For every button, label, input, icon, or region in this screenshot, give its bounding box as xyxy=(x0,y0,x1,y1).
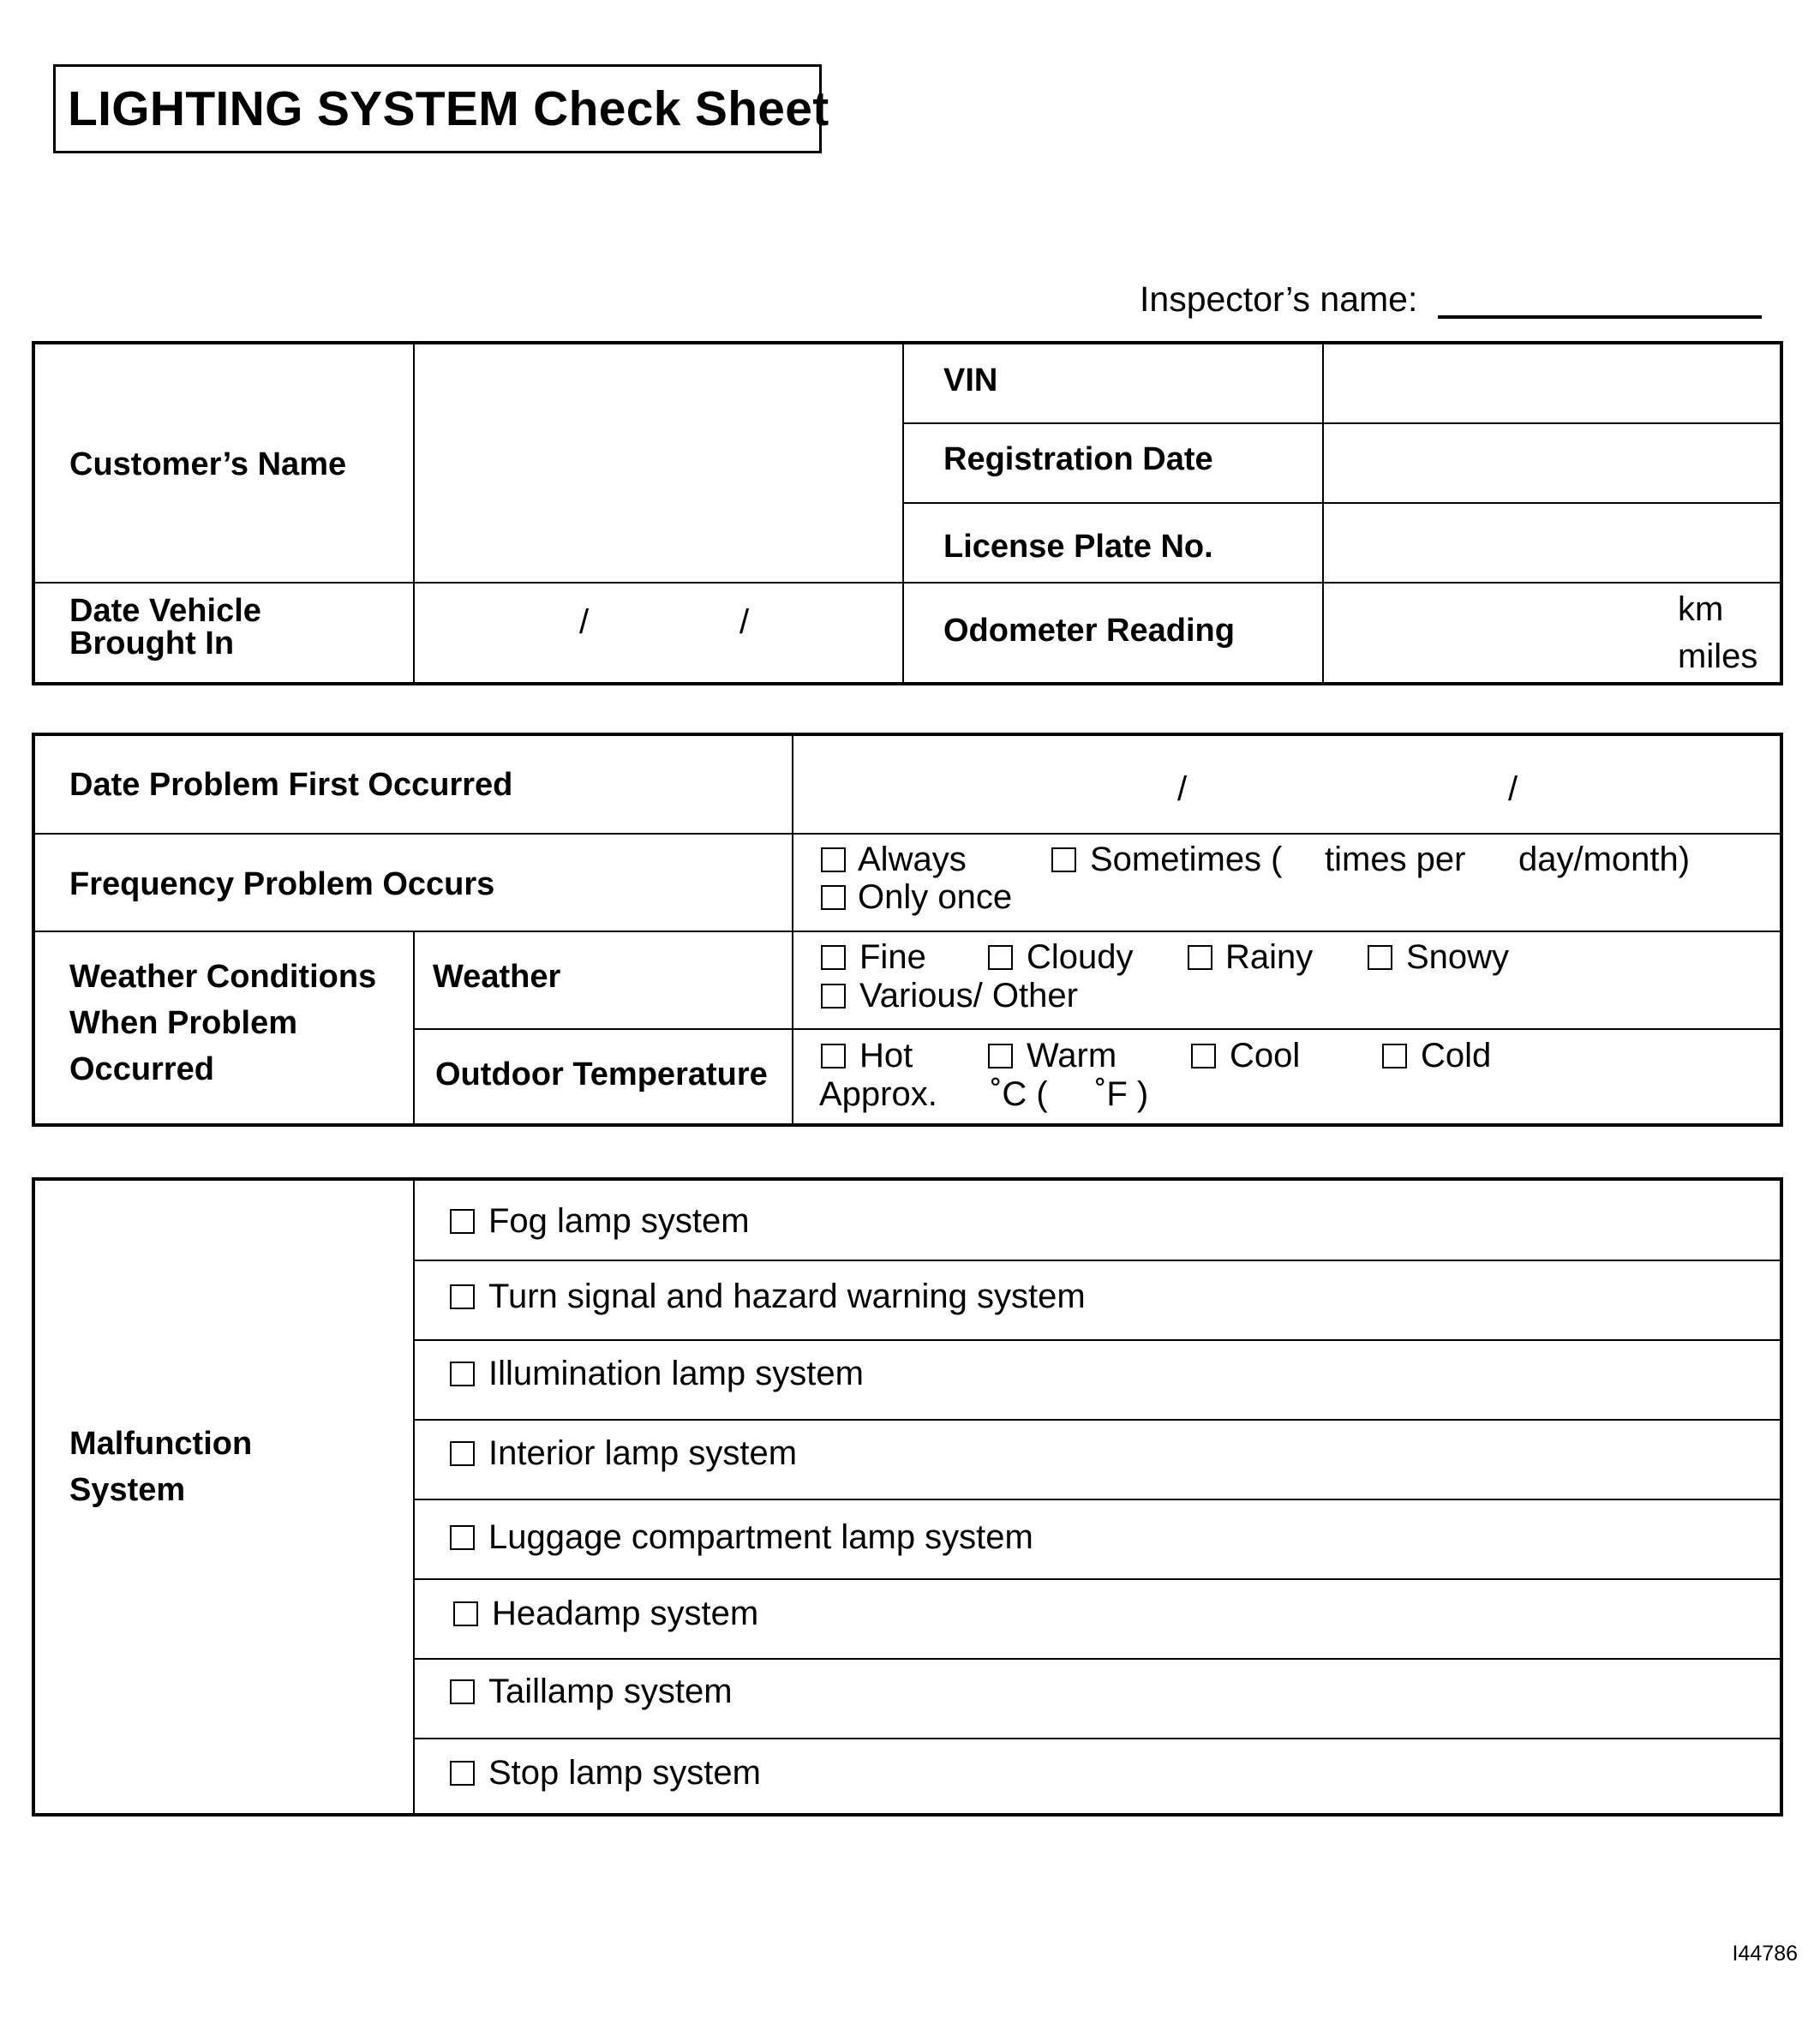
checkbox-taillamp[interactable] xyxy=(450,1679,475,1704)
date-separator: / xyxy=(1177,770,1188,808)
checkbox-hot[interactable] xyxy=(821,1044,846,1068)
checkbox-headlamp[interactable] xyxy=(453,1601,478,1626)
figure-code: I44786 xyxy=(1732,1942,1798,1966)
checkbox-various-other[interactable] xyxy=(821,984,846,1009)
date-separator: / xyxy=(739,603,750,641)
license-plate-label: License Plate No. xyxy=(943,529,1213,565)
option-fine: Fine xyxy=(859,938,926,976)
checkbox-turn-signal[interactable] xyxy=(450,1284,475,1309)
option-various-other: Various/ Other xyxy=(859,977,1078,1014)
system-illumination-lamp: Illumination lamp system xyxy=(488,1355,864,1392)
odometer-label: Odometer Reading xyxy=(943,613,1235,649)
checkbox-illumination-lamp[interactable] xyxy=(450,1362,475,1386)
registration-date-label: Registration Date xyxy=(943,441,1213,477)
system-interior-lamp: Interior lamp system xyxy=(488,1434,798,1472)
option-day-month: day/month) xyxy=(1518,841,1691,878)
option-only-once: Only once xyxy=(858,878,1013,916)
option-sometimes: Sometimes ( xyxy=(1090,841,1283,878)
page-title: LIGHTING SYSTEM Check Sheet xyxy=(68,81,829,136)
inspector-name-label: Inspector’s name: xyxy=(1140,279,1418,319)
system-luggage-lamp: Luggage compartment lamp system xyxy=(488,1518,1033,1556)
checkbox-cold[interactable] xyxy=(1382,1044,1407,1068)
frequency-label: Frequency Problem Occurs xyxy=(69,866,495,902)
system-stop-lamp: Stop lamp system xyxy=(488,1754,761,1792)
checkbox-interior-lamp[interactable] xyxy=(450,1441,475,1466)
unit-km: km xyxy=(1678,590,1724,628)
option-always: Always xyxy=(858,841,967,878)
customer-name-label: Customer’s Name xyxy=(69,446,347,482)
weather-conditions-label-line3: Occurred xyxy=(69,1051,214,1087)
customer-name-field[interactable] xyxy=(415,344,901,582)
checkbox-cloudy[interactable] xyxy=(988,945,1013,970)
option-hot: Hot xyxy=(859,1037,913,1074)
customer-info-table xyxy=(32,341,1783,685)
malfunction-label-line2: System xyxy=(69,1472,186,1508)
checkbox-only-once[interactable] xyxy=(821,885,846,910)
unit-miles: miles xyxy=(1678,637,1758,675)
checkbox-warm[interactable] xyxy=(988,1044,1013,1068)
checkbox-sometimes[interactable] xyxy=(1051,847,1076,872)
checkbox-stop-lamp[interactable] xyxy=(450,1761,475,1786)
system-taillamp: Taillamp system xyxy=(488,1673,733,1710)
option-cool: Cool xyxy=(1230,1037,1301,1074)
date-separator: / xyxy=(1508,770,1518,808)
checkbox-snowy[interactable] xyxy=(1368,945,1392,970)
approx-label: Approx. xyxy=(819,1075,937,1113)
title-box xyxy=(53,64,829,153)
date-first-occurred-label: Date Problem First Occurred xyxy=(69,767,513,803)
checkbox-cool[interactable] xyxy=(1191,1044,1216,1068)
malfunction-label-line1: Malfunction xyxy=(69,1426,253,1462)
checkbox-luggage-lamp[interactable] xyxy=(450,1525,475,1550)
option-snowy: Snowy xyxy=(1406,938,1510,976)
date-brought-in-label-line1: Date Vehicle xyxy=(69,593,261,629)
outdoor-temperature-label: Outdoor Temperature xyxy=(435,1056,768,1092)
system-headlamp: Headamp system xyxy=(492,1595,759,1632)
date-separator: / xyxy=(579,603,590,641)
celsius-label: ˚C ( xyxy=(991,1075,1048,1113)
system-turn-signal: Turn signal and hazard warning system xyxy=(488,1278,1086,1315)
checkbox-always[interactable] xyxy=(821,847,846,872)
registration-date-field[interactable] xyxy=(1324,424,1783,502)
checkbox-fine[interactable] xyxy=(821,945,846,970)
date-first-occurred-field[interactable] xyxy=(793,736,1783,833)
weather-label: Weather xyxy=(433,959,561,995)
license-plate-field[interactable] xyxy=(1324,504,1783,582)
checkbox-fog-lamp[interactable] xyxy=(450,1209,475,1234)
system-fog-lamp: Fog lamp system xyxy=(488,1202,750,1240)
weather-conditions-label-line2: When Problem xyxy=(69,1005,298,1041)
malfunction-system-table xyxy=(32,1177,1783,1817)
option-cold: Cold xyxy=(1421,1037,1492,1074)
date-brought-in-label-line2: Brought In xyxy=(69,625,235,661)
vin-field[interactable] xyxy=(1324,344,1783,422)
option-cloudy: Cloudy xyxy=(1027,938,1134,976)
fahrenheit-label: ˚F ) xyxy=(1095,1075,1149,1113)
problem-info-table xyxy=(32,733,1783,1127)
option-rainy: Rainy xyxy=(1225,938,1314,976)
checkbox-rainy[interactable] xyxy=(1188,945,1212,970)
vin-label: VIN xyxy=(943,362,998,398)
option-warm: Warm xyxy=(1027,1037,1117,1074)
option-times-per: times per xyxy=(1325,841,1466,878)
weather-conditions-label-line1: Weather Conditions xyxy=(69,959,377,995)
date-brought-in-field[interactable] xyxy=(415,584,901,685)
inspector-name-field[interactable] xyxy=(1438,315,1762,319)
